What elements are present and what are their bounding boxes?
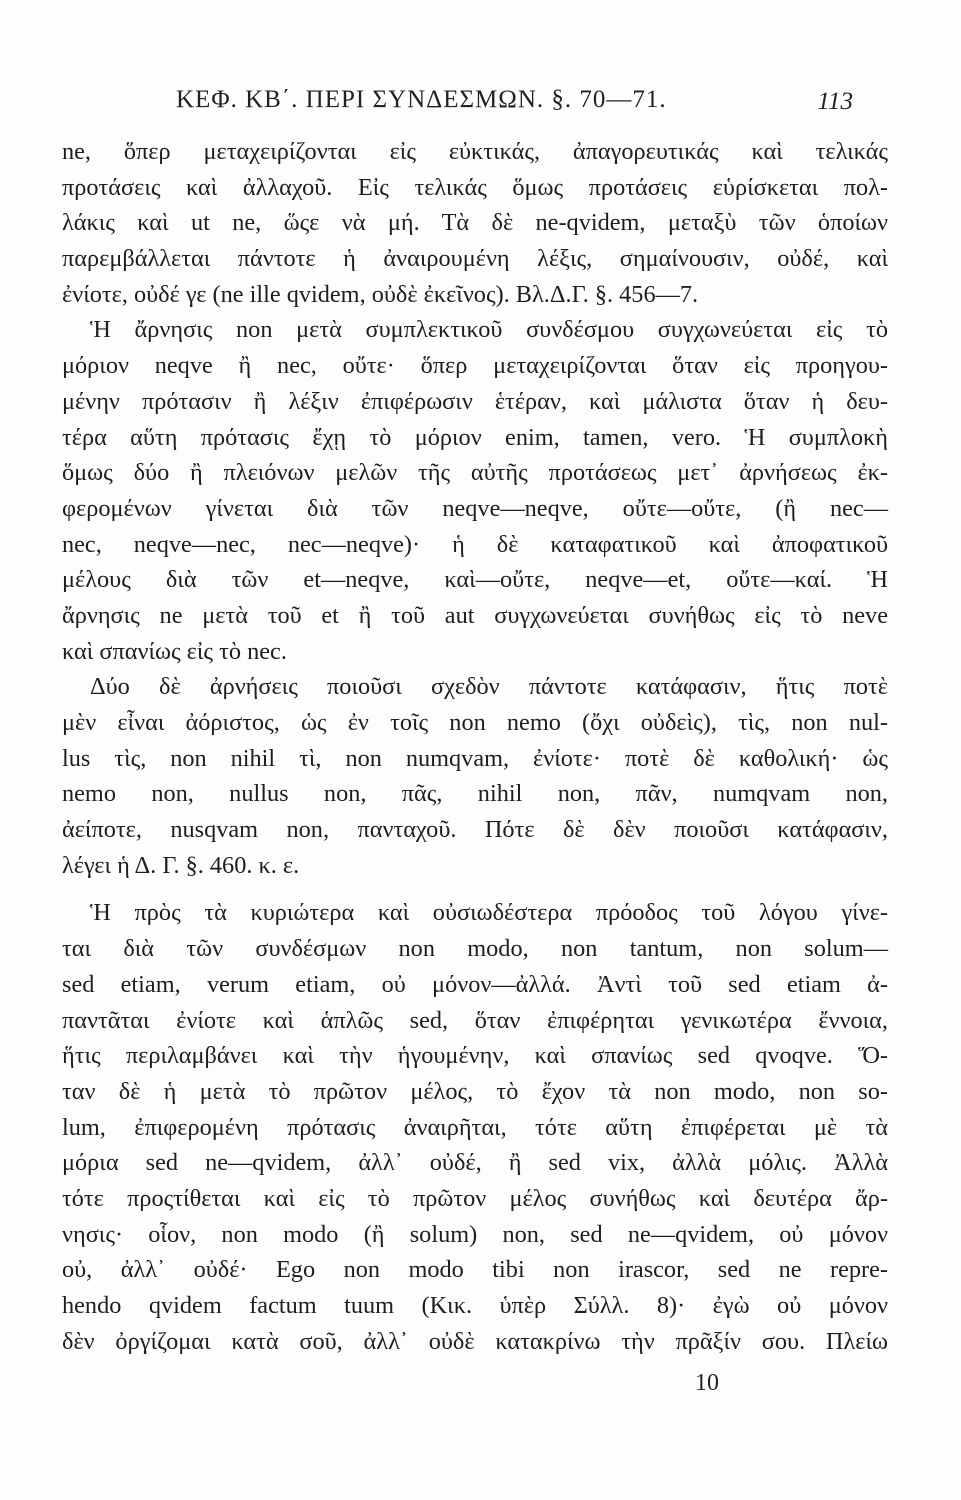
text-line: προτάσεις καὶ ἀλλαχοῦ. Εἰς τελικάς ὅμως προτάσεις εὑρίσκεται πολ- [62, 173, 888, 201]
text-line: παντᾶται ἐνίοτε καὶ ἁπλῶς sed, ὅταν ἐπιφέρηται γενικωτέρα ἔννοια, [62, 1006, 888, 1034]
paragraph-gap [62, 883, 888, 895]
text-line: δὲν ὀργίζομαι κατὰ σοῦ, ἀλλ᾽ οὐδὲ κατακρίνω τὴν πρᾶξίν σου. Πλείω [62, 1327, 888, 1355]
signature-mark: 10 [695, 1370, 719, 1396]
text-line: ἐνίοτε, οὐδέ γε (ne ille qvidem, οὐδὲ ἐκεῖνος). Βλ.Δ.Γ. §. 456—7. [62, 280, 699, 308]
text-line: λέγει ἡ Δ. Γ. §. 460. κ. ε. [62, 851, 300, 879]
text-line: τέρα αὕτη πρότασις ἔχῃ τὸ μόριον enim, tamen, vero. Ἡ συμπλοκὴ [62, 423, 888, 451]
text-line: μὲν εἶναι ἀόριστος, ὡς ἐν τοῖς non nemo (ὄχι οὐδεὶς), τὶς, non nul- [62, 709, 888, 736]
paragraph-2 [62, 312, 888, 669]
text-line: ἄρνησις ne μετὰ τοῦ et ἢ τοῦ aut συγχωνεύεται συνήθως εἰς τὸ neve [62, 601, 888, 629]
text-line: μόριον neqve ἢ nec, οὔτε· ὅπερ μεταχειρίζονται ὅταν εἰς προηγου- [62, 352, 888, 380]
text-line: nec, neqve—nec, nec—neqve)· ἡ δὲ καταφατικοῦ καὶ ἀποφατικοῦ [62, 530, 888, 558]
text-line: ται διὰ τῶν συνδέσμων non modo, non tantum, non solum— [62, 935, 888, 963]
text-line: ταν δὲ ἡ μετὰ τὸ πρῶτον μέλος, τὸ ἔχον τὰ non modo, non so- [62, 1077, 888, 1105]
paragraph-3 [62, 669, 888, 883]
text-line: μέλους διὰ τῶν et—neqve, καὶ—οὔτε, neqve—et, οὔτε—καί. Ἡ [62, 566, 888, 594]
text-line: sed etiam, verum etiam, οὐ μόνον—ἀλλά. Ἀντὶ τοῦ sed etiam ἀ- [62, 970, 888, 998]
text-line: nemo non, nullus non, πᾶς, nihil non, πᾶν, numqvam non, [62, 780, 888, 808]
text-line: lus τὶς, non nihil τὶ, non numqvam, ἐνίοτε· ποτὲ δὲ καθολική· ὡς [62, 744, 888, 772]
text-line: ἥτις περιλαμβάνει καὶ τὴν ἡγουμένην, καὶ σπανίως sed qvoqve. Ὅ- [62, 1042, 888, 1070]
text-line: Ἡ πρὸς τὰ κυριώτερα καὶ οὐσιωδέστερα πρόοδος τοῦ λόγου γίνε- [90, 899, 888, 927]
text-line: οὐ, ἀλλ᾽ οὐδέ· Ego non modo tibi non irascor, sed ne repre- [62, 1256, 888, 1284]
text-line: καὶ σπανίως εἰς τὸ nec. [62, 637, 287, 665]
running-header: ΚΕΦ. ΚΒ΄. ΠΕΡΙ ΣΥΝΔΕΣΜΩΝ. §. 70—71. [176, 86, 667, 113]
text-line: μένην πρότασιν ἢ λέξιν ἐπιφέρωσιν ἑτέραν, καὶ μάλιστα ὅταν ἡ δευ- [62, 387, 888, 415]
paragraph-4 [62, 895, 888, 1359]
text-line: lum, ἐπιφερομένη πρότασις ἀναιρῆται, τότε αὕτη ἐπιφέρεται μὲ τὰ [62, 1113, 888, 1141]
page-number: 113 [817, 88, 853, 115]
text-line: ἀείποτε, nusqvam non, πανταχοῦ. Πότε δὲ δὲν ποιοῦσι κατάφασιν, [62, 816, 888, 844]
text-line: παρεμβάλλεται πάντοτε ἡ ἀναιρουμένη λέξις, σημαίνουσιν, οὐδέ, καὶ [62, 245, 888, 273]
text-line: Δύο δὲ ἀρνήσεις ποιοῦσι σχεδὸν πάντοτε κατάφασιν, ἥτις ποτὲ [90, 673, 888, 701]
text-line: ne, ὅπερ μεταχειρίζονται εἰς εὐκτικάς, ἀπαγορευτικάς καὶ τελικάς [62, 138, 888, 165]
text-line: νησις· οἷον, non modo (ἢ solum) non, sed ne—qvidem, οὐ μόνον [62, 1220, 888, 1248]
text-line: λάκις καὶ ut ne, ὥςε νὰ μή. Τὰ δὲ ne-qvidem, μεταξὺ τῶν ὁποίων [62, 209, 888, 237]
text-line: μόρια sed ne—qvidem, ἀλλ᾽ οὐδέ, ἢ sed vix, ἀλλὰ μόλις. Ἀλλὰ [62, 1149, 888, 1177]
paragraph-1 [62, 134, 888, 312]
text-line: ὅμως δύο ἢ πλειόνων μελῶν τῆς αὐτῆς προτάσεως μετ᾽ ἀρνήσεως ἐκ- [62, 459, 888, 487]
text-line: τότε προςτίθεται καὶ εἰς τὸ πρῶτον μέλος συνήθως καὶ δευτέρα ἄρ- [62, 1184, 888, 1212]
text-line: hendo qvidem factum tuum (Κικ. ὑπὲρ Σύλλ. 8)· ἐγὼ οὐ μόνον [62, 1292, 888, 1319]
text-line: φερομένων γίνεται διὰ τῶν neqve—neqve, οὔτε—οὔτε, (ἢ nec— [62, 494, 888, 522]
text-line: Ἡ ἄρνησις non μετὰ συμπλεκτικοῦ συνδέσμου συγχωνεύεται εἰς τὸ [90, 316, 888, 344]
body-text [62, 134, 888, 1359]
